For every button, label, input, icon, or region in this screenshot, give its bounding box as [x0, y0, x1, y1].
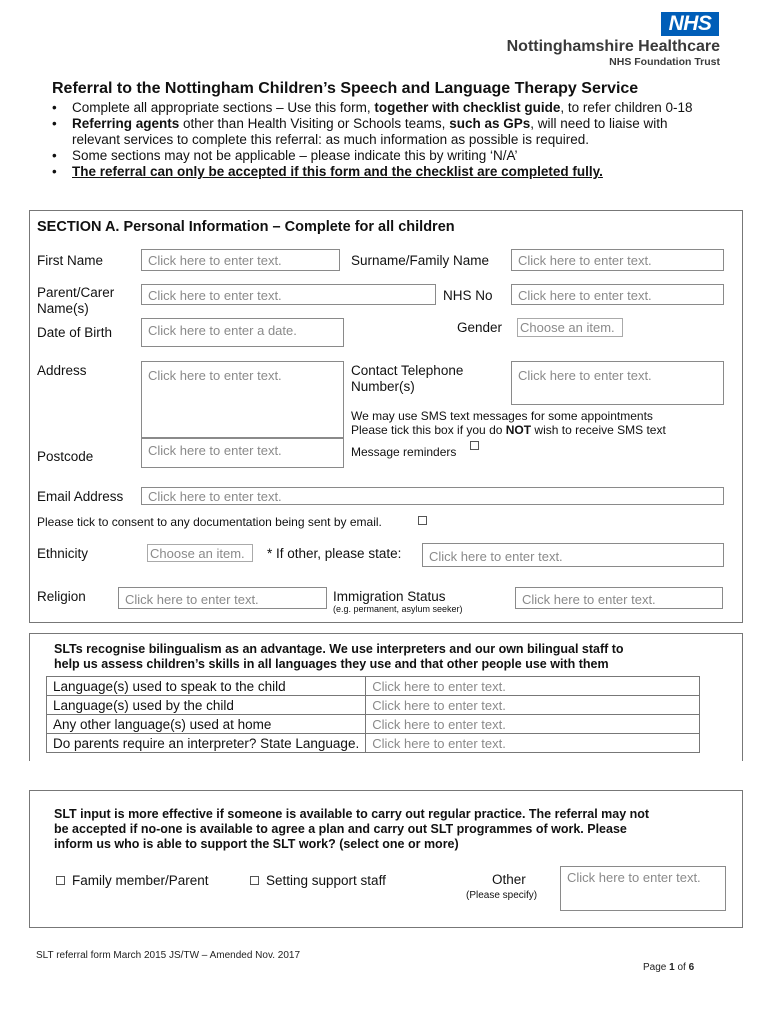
language-row-value[interactable]: Click here to enter text.: [366, 715, 700, 734]
surname-label: Surname/Family Name: [351, 253, 490, 268]
postcode-field[interactable]: Click here to enter text.: [141, 438, 344, 468]
ethnicity-other-label: * If other, please state:: [267, 546, 402, 561]
language-row-label: Language(s) used by the child: [47, 696, 366, 715]
trust-name: NHS Foundation Trust: [609, 56, 720, 68]
phone-label: Contact Telephone: [351, 363, 464, 378]
bullet-dot: •: [52, 148, 57, 163]
religion-field[interactable]: Click here to enter text.: [118, 587, 327, 609]
sms-info-1: We may use SMS text messages for some appointments: [351, 409, 653, 423]
bullet-dot: •: [52, 164, 57, 179]
family-member-checkbox[interactable]: [56, 876, 65, 885]
table-row: [47, 734, 700, 753]
language-row-value[interactable]: Click here to enter text.: [366, 734, 700, 753]
page-number: Page 1 of 6: [643, 962, 695, 973]
dob-label: Date of Birth: [37, 325, 113, 340]
phone-label-2: Number(s): [351, 379, 415, 394]
bilingual-intro-2: help us assess children’s skills in all languages they use and that other people use with them: [54, 657, 609, 671]
page-title: Referral to the Nottingham Children’s Speech and Language Therapy Service: [52, 80, 639, 97]
section-a-heading: SECTION A. Personal Information – Complete for all children: [37, 219, 455, 235]
gender-label: Gender: [457, 320, 503, 335]
footer-note: SLT referral form March 2015 JS/TW – Amended Nov. 2017: [36, 950, 301, 961]
address-field[interactable]: Click here to enter text.: [141, 361, 344, 438]
other-hint: (Please specify): [466, 890, 538, 901]
dob-field[interactable]: Click here to enter a date.: [141, 318, 344, 347]
parent-label-2: Name(s): [37, 301, 89, 316]
immigration-field[interactable]: Click here to enter text.: [515, 587, 723, 609]
address-label: Address: [37, 363, 87, 378]
sms-info-2: Please tick this box if you do NOT wish to receive SMS text: [351, 423, 666, 437]
language-row-value[interactable]: Click here to enter text.: [366, 677, 700, 696]
nhs-no-field[interactable]: Click here to enter text.: [511, 284, 724, 305]
language-row-label: Any other language(s) used at home: [47, 715, 366, 734]
religion-label: Religion: [37, 589, 86, 604]
immigration-label: Immigration Status: [333, 589, 446, 604]
email-label: Email Address: [37, 489, 124, 504]
family-member-label: Family member/Parent: [72, 873, 209, 888]
bullet-dot: •: [52, 116, 57, 131]
ethnicity-other-field[interactable]: Click here to enter text.: [422, 543, 724, 567]
support-intro-3: inform us who is able to support the SLT work? (select one or more): [54, 837, 459, 851]
bullet-dot: •: [52, 100, 57, 115]
sms-optout-checkbox[interactable]: [470, 441, 479, 450]
setting-staff-checkbox[interactable]: [250, 876, 259, 885]
ethnicity-select[interactable]: Choose an item.: [147, 544, 253, 562]
nhs-no-label: NHS No: [443, 288, 493, 303]
language-table: [46, 676, 700, 753]
email-field[interactable]: Click here to enter text.: [141, 487, 724, 505]
parent-label: Parent/Carer: [37, 285, 115, 300]
setting-staff-label: Setting support staff: [266, 873, 386, 888]
immigration-hint: (e.g. permanent, asylum seeker): [333, 604, 463, 614]
first-name-label: First Name: [37, 253, 104, 268]
language-row-value[interactable]: Click here to enter text.: [366, 696, 700, 715]
table-row: [47, 677, 700, 696]
email-consent-checkbox[interactable]: [418, 516, 427, 525]
bilingual-intro-1: SLTs recognise bilingualism as an advantage. We use interpreters and our own bilingual staff to: [54, 642, 624, 656]
other-field[interactable]: Click here to enter text.: [560, 866, 726, 911]
email-consent-label: Please tick to consent to any documentation being sent by email.: [37, 515, 382, 529]
language-row-label: Do parents require an interpreter? State Language.: [47, 734, 366, 753]
first-name-field[interactable]: Click here to enter text.: [141, 249, 340, 271]
org-name: Nottinghamshire Healthcare: [506, 38, 720, 55]
ethnicity-label: Ethnicity: [37, 546, 89, 561]
support-intro-1: SLT input is more effective if someone is available to carry out regular practice. The referral may not: [54, 807, 650, 821]
table-row: [47, 696, 700, 715]
table-row: [47, 715, 700, 734]
gender-select[interactable]: Choose an item.: [517, 318, 623, 337]
postcode-label: Postcode: [37, 449, 94, 464]
parent-name-field[interactable]: Click here to enter text.: [141, 284, 436, 305]
support-intro-2: be accepted if no-one is available to agree a plan and carry out SLT programmes of work. Please: [54, 822, 627, 836]
language-row-label: Language(s) used to speak to the child: [47, 677, 366, 696]
other-label: Other: [492, 872, 526, 887]
sms-info-3: Message reminders: [351, 445, 457, 459]
nhs-logo: NHS: [661, 12, 719, 36]
surname-field[interactable]: Click here to enter text.: [511, 249, 724, 271]
phone-field[interactable]: Click here to enter text.: [511, 361, 724, 405]
